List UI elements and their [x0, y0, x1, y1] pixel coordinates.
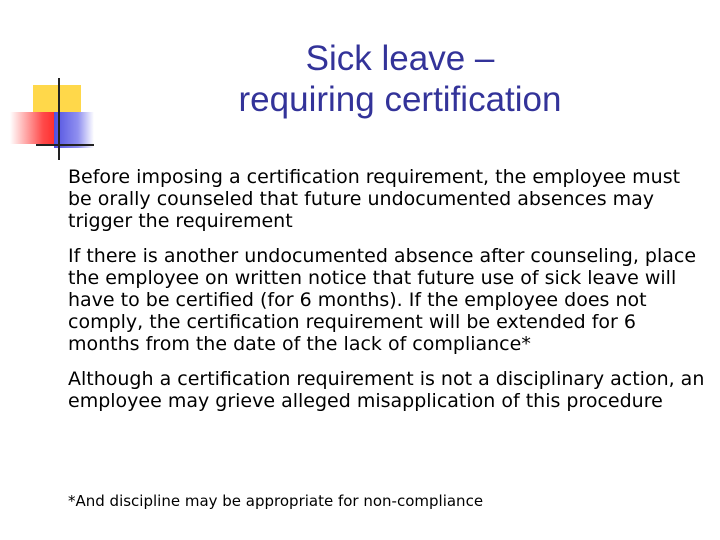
slide-title [170, 38, 630, 120]
decor-vertical-line [58, 78, 60, 160]
decor-blue-square [54, 112, 94, 148]
decor-red-square [10, 112, 54, 144]
bullet-item: Before imposing a certification requirement, the employee must be orally counseled that future undocumented absences may trigger the requirement [68, 166, 681, 232]
bullet-list [68, 166, 708, 425]
slide-title-line-2: requiring certification [238, 80, 562, 119]
slide-title-line-1: Sick leave – [305, 39, 495, 78]
bullet-item: Although a certification requirement is not a disciplinary action, an employee may grieve alleged misapplication of this procedure [68, 368, 705, 412]
footnote: *And discipline may be appropriate for non-compliance [68, 492, 484, 510]
bullet-item: If there is another undocumented absence after counseling, place the employee on written notice that future use of sick leave will have to be certified (for 6 months). If the employee does not comply, the certification requirement will be extended for 6 months from the date of the lack of compliance* [68, 245, 697, 355]
decor-horizontal-line [36, 144, 94, 146]
